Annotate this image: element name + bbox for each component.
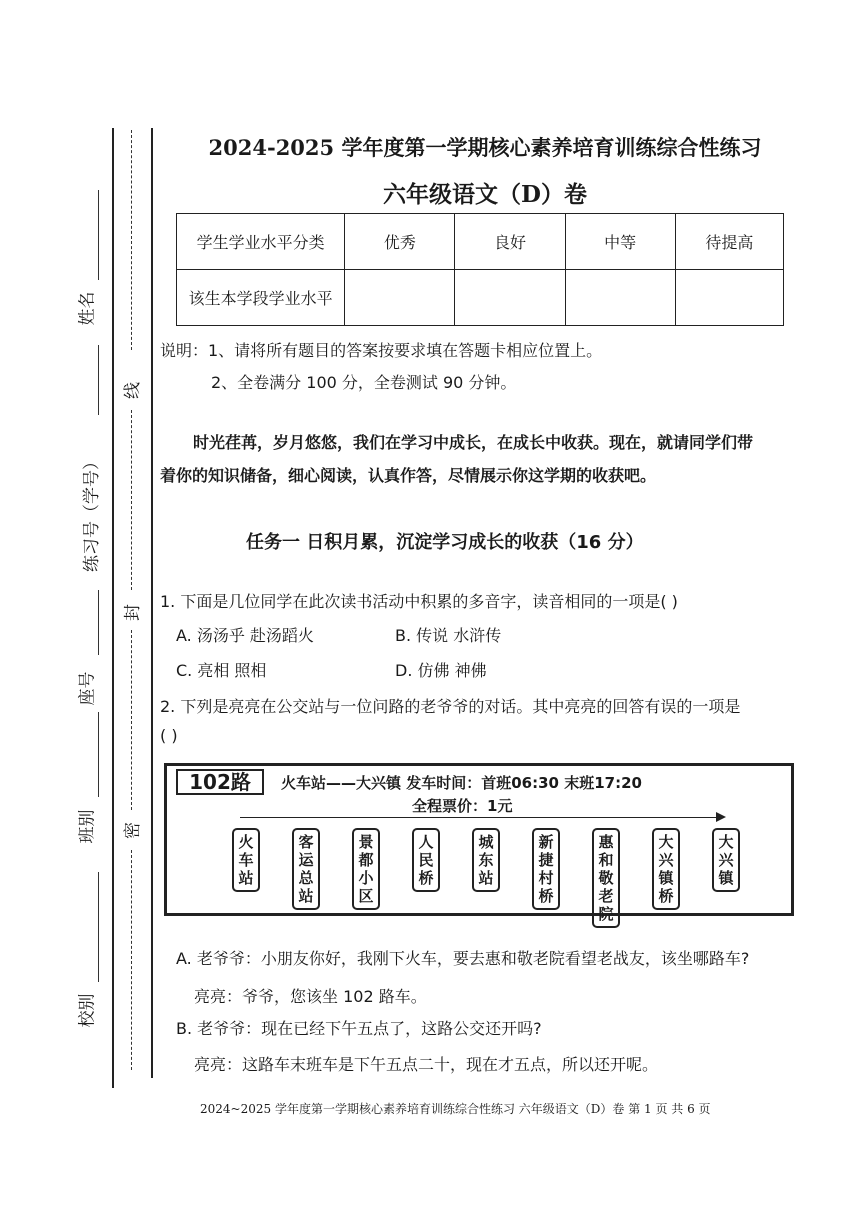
seat-blank — [98, 590, 99, 655]
route-number: 102路 — [176, 769, 264, 795]
route-fare: 全程票价：1元 — [412, 797, 513, 815]
bus-stop: 客运总站 — [292, 828, 320, 910]
bus-stop: 人民桥 — [412, 828, 440, 892]
table-cell: 优秀 — [345, 214, 455, 270]
q1-option-c: C. 亮相 照相 — [176, 661, 267, 680]
id-blank — [98, 345, 99, 415]
table-row — [177, 270, 784, 326]
note-1: 说明：1、请将所有题目的答案按要求填在答题卡相应位置上。 — [160, 341, 603, 360]
bus-stop: 景都小区 — [352, 828, 380, 910]
intro-line-2: 着你的知识储备，细心阅读，认真作答，尽情展示你这学期的收获吧。 — [160, 466, 657, 485]
q1-option-a: A. 汤汤乎 赴汤蹈火 — [176, 626, 314, 645]
exam-subtitle: 六年级语文（D）卷 — [383, 181, 587, 208]
school-blank — [98, 872, 99, 982]
table-cell: 中等 — [565, 214, 675, 270]
bus-stop: 城东站 — [472, 828, 500, 892]
q1-option-d: D. 仿佛 神佛 — [395, 661, 487, 680]
arrow-head-icon — [716, 812, 726, 822]
margin-line-left — [112, 128, 114, 1088]
route-info: 火车站——大兴镇 发车时间：首班06:30 末班17:20 — [281, 774, 642, 792]
page-footer: 2024~2025 学年度第一学期核心素养培育训练综合性练习 六年级语文（D）卷 第 1 页 共 6 页 — [200, 1102, 711, 1116]
q2-option-b-question: B. 老爷爷：现在已经下午五点了，这路公交还开吗? — [176, 1019, 542, 1038]
q1-option-b: B. 传说 水浒传 — [395, 626, 502, 645]
q1-stem: 1. 下面是几位同学在此次读书活动中积累的多音字，读音相同的一项是( ) — [160, 592, 678, 611]
task1-heading: 任务一 日积月累，沉淀学习成长的收获（16 分） — [246, 532, 644, 553]
table-cell: 学生学业水平分类 — [177, 214, 345, 270]
table-cell — [565, 270, 675, 326]
q2-paren: ( ) — [160, 726, 178, 745]
q2-option-a-question: A. 老爷爷：小朋友你好，我刚下火车，要去惠和敬老院看望老战友，该坐哪路车? — [176, 949, 750, 968]
bus-stop: 火车站 — [232, 828, 260, 892]
secret-char: 密 — [123, 822, 143, 839]
seal-line-mid — [131, 410, 132, 590]
exam-title: 2024-2025 学年度第一学期核心素养培育训练综合性练习 — [208, 135, 762, 160]
q2-option-b-answer: 亮亮：这路车末班车是下午五点二十，现在才五点，所以还开呢。 — [194, 1055, 659, 1074]
table-cell: 待提高 — [675, 214, 783, 270]
q2-stem: 2. 下列是亮亮在公交站与一位问路的老爷爷的对话。其中亮亮的回答有误的一项是 — [160, 697, 741, 716]
note-2: 2、全卷满分 100 分，全卷测试 90 分钟。 — [211, 373, 517, 392]
seal-line-lower — [131, 630, 132, 810]
intro-line-1: 时光荏苒，岁月悠悠，我们在学习中成长，在成长中收获。现在，就请同学们带 — [193, 433, 754, 452]
level-table — [176, 213, 784, 326]
margin-line-right — [151, 128, 153, 1078]
bus-stop: 惠和敬老院 — [592, 828, 620, 928]
school-label: 校别 — [77, 993, 98, 1028]
table-cell — [455, 270, 565, 326]
table-cell: 该生本学段学业水平 — [177, 270, 345, 326]
seal-line-upper — [131, 130, 132, 350]
table-cell: 良好 — [455, 214, 565, 270]
seal-line-bottom — [131, 850, 132, 1070]
bus-stop: 大兴镇 — [712, 828, 740, 892]
name-blank — [98, 190, 99, 280]
table-row — [177, 214, 784, 270]
class-blank — [98, 712, 99, 797]
class-label: 班别 — [77, 809, 98, 844]
bus-stop: 新捷村桥 — [532, 828, 560, 910]
seat-label: 座号 — [77, 671, 98, 706]
name-label: 姓名 — [77, 291, 98, 326]
q2-option-a-answer: 亮亮：爷爷，您该坐 102 路车。 — [194, 987, 427, 1006]
seal-char: 封 — [123, 604, 143, 621]
id-label: 练习号（学号） — [82, 453, 102, 572]
table-cell — [345, 270, 455, 326]
table-cell — [675, 270, 783, 326]
line-char: 线 — [123, 382, 143, 399]
bus-stop: 大兴镇桥 — [652, 828, 680, 910]
route-arrow — [240, 817, 720, 818]
